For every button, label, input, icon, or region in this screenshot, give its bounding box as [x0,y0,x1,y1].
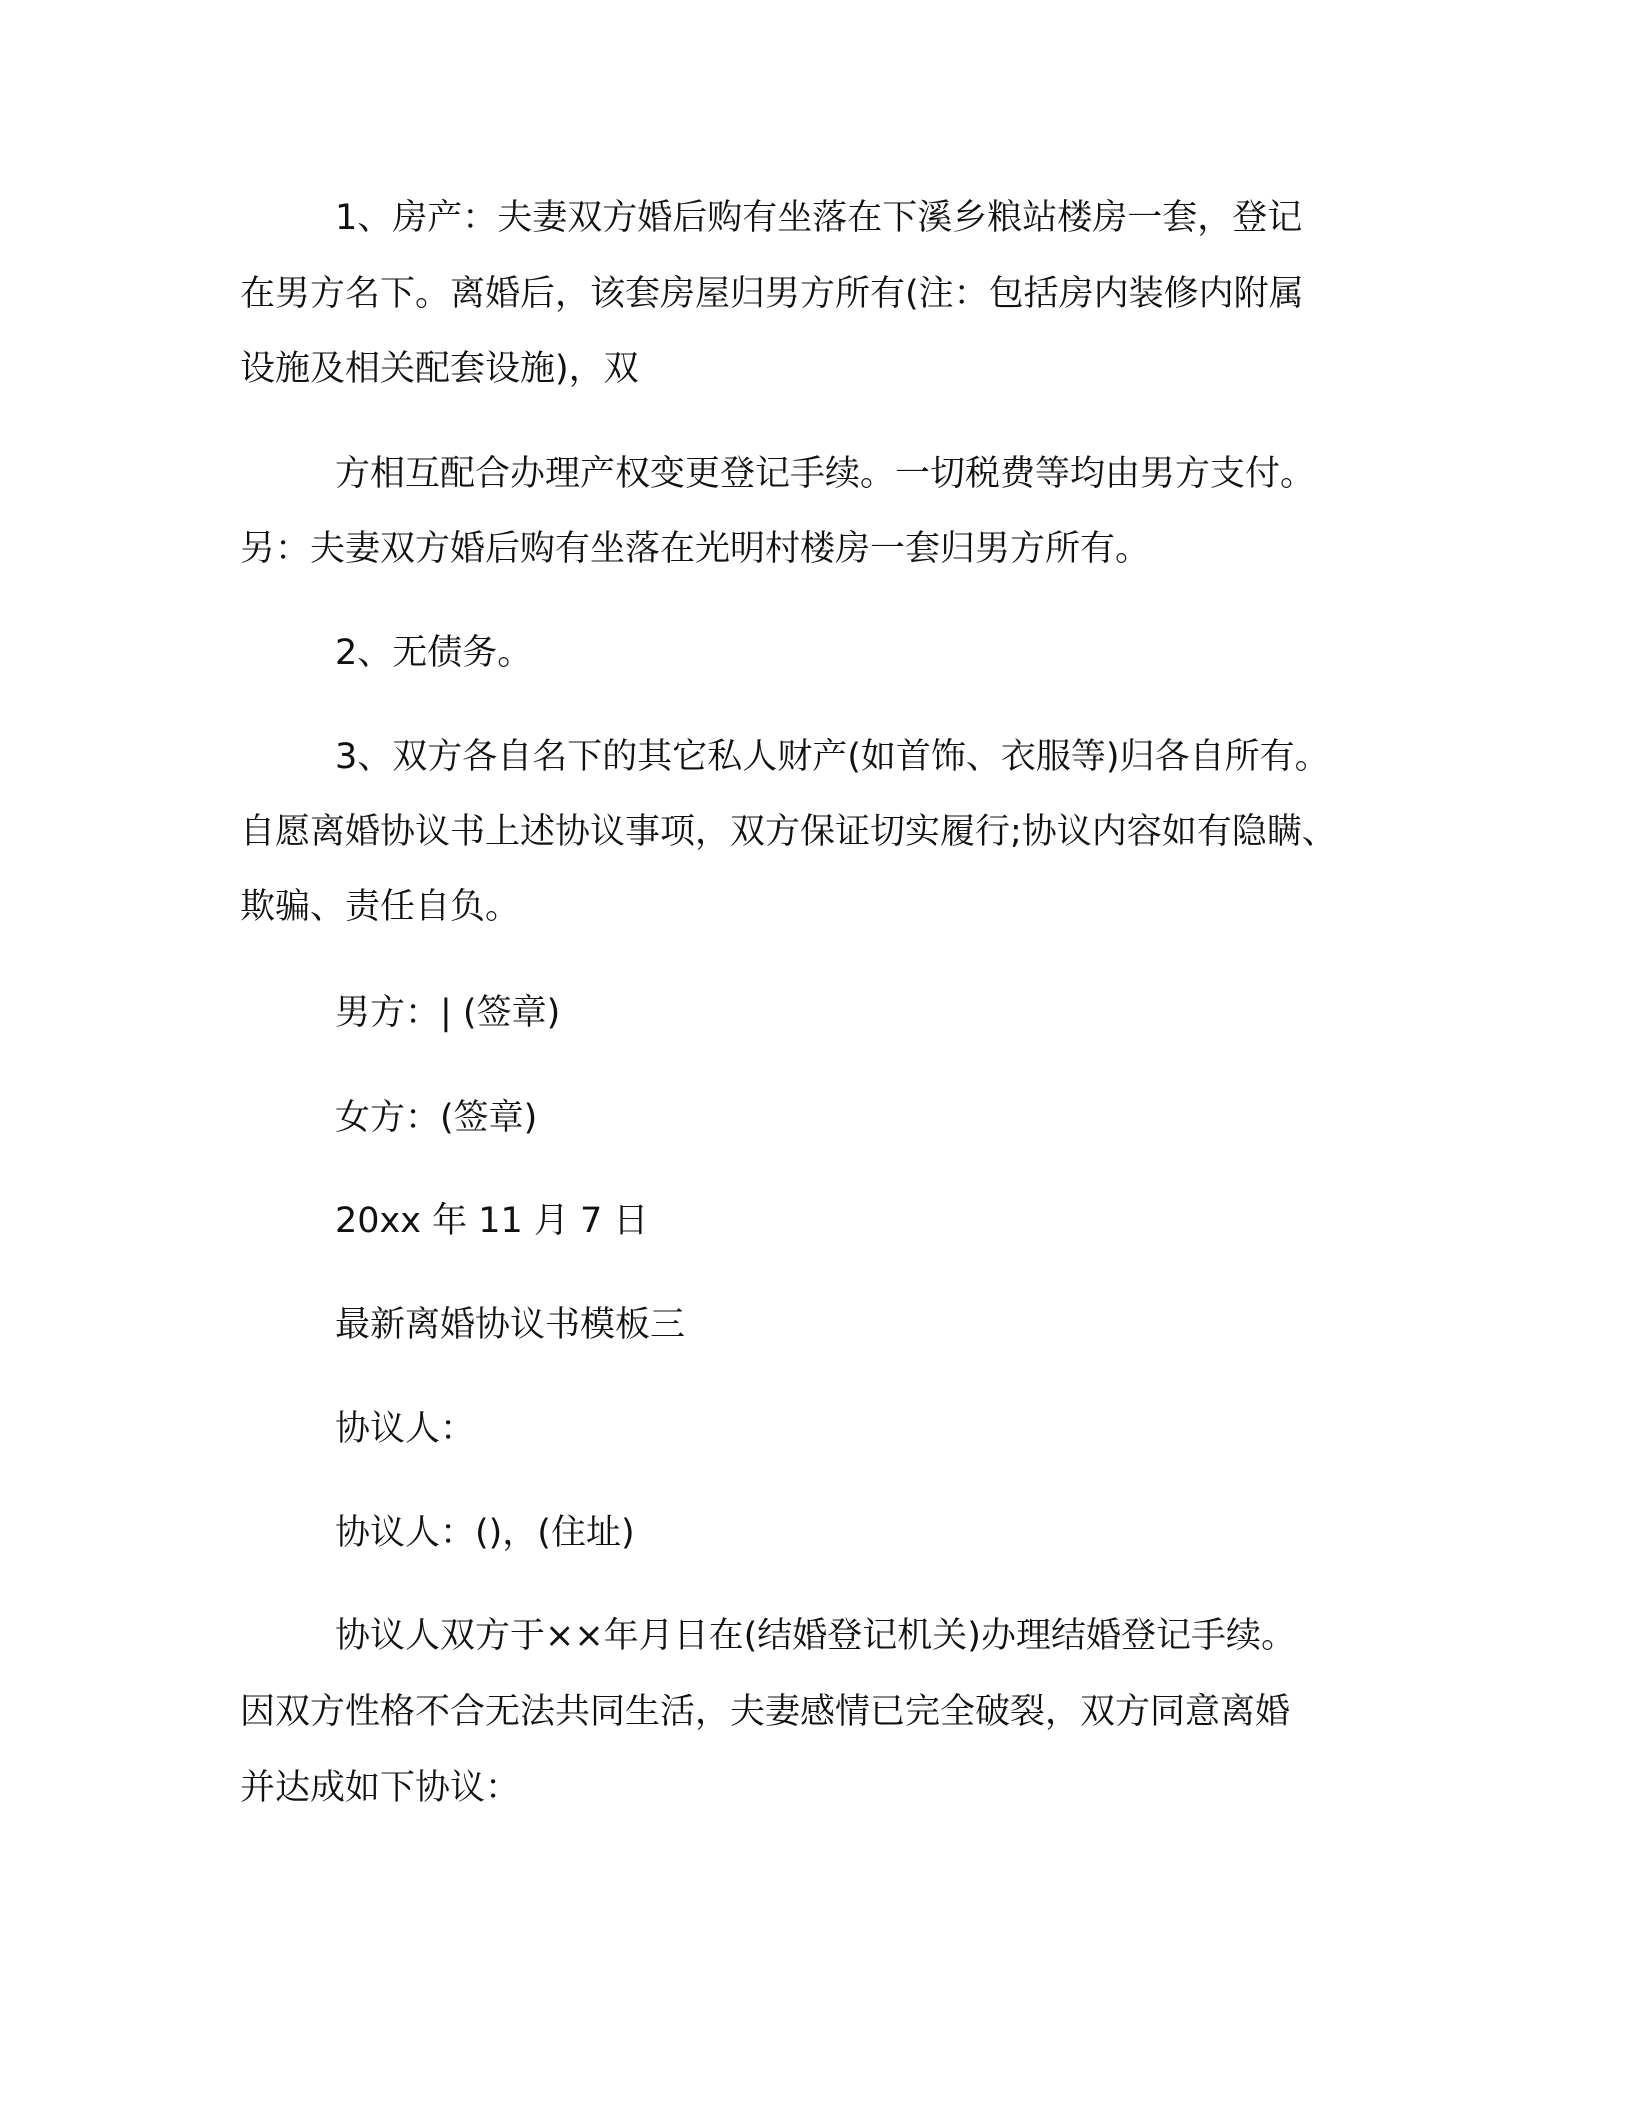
paragraph-4-line-2: 自愿离婚协议书上述协议事项，双方保证切实履行;协议内容如有隐瞒、 [240,812,1337,852]
party-line-2: 协议人：()，(住址) [335,1513,635,1553]
paragraph-2-line-2: 另：夫妻双方婚后购有坐落在光明村楼房一套归男方所有。 [240,529,1151,569]
paragraph-4-line-1: 3、双方各自名下的其它私人财产(如首饰、衣服等)归各自所有。 [335,737,1330,777]
paragraph-3-line-1: 2、无债务。 [335,633,533,673]
section-heading: 最新离婚协议书模板三 [335,1305,686,1345]
paragraph-11-line-2: 因双方性格不合无法共同生活，夫妻感情已完全破裂，双方同意离婚 [240,1692,1291,1732]
female-signature-line: 女方：(签章) [335,1098,538,1138]
paragraph-2-line-1: 方相互配合办理产权变更登记手续。一切税费等均由男方支付。 [335,454,1316,494]
paragraph-4-line-3: 欺骗、责任自负。 [240,887,521,927]
party-line-1: 协议人： [335,1409,476,1449]
male-signature-line: 男方：| (签章) [335,993,561,1033]
paragraph-1-line-1: 1、房产：夫妻双方婚后购有坐落在下溪乡粮站楼房一套，登记 [335,198,1303,238]
paragraph-1-line-3: 设施及相关配套设施)，双 [240,349,639,389]
paragraph-1-line-2: 在男方名下。离婚后，该套房屋归男方所有(注：包括房内装修内附属 [240,274,1304,314]
date-line: 20xx 年 11 月 7 日 [335,1201,649,1241]
paragraph-11-line-3: 并达成如下协议： [240,1768,521,1808]
paragraph-11-line-1: 协议人双方于××年月日在(结婚登记机关)办理结婚登记手续。 [335,1616,1296,1656]
